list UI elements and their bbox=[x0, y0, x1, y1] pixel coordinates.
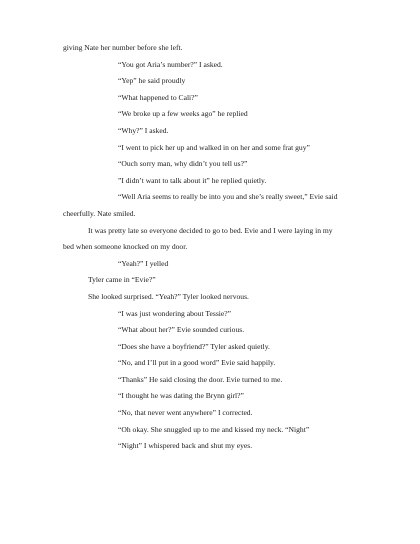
text-line: “Well Aria seems to really be into you and she’s really sweet,” Evie said bbox=[118, 192, 338, 202]
text-line: cheerfully. Nate smiled. bbox=[63, 208, 136, 218]
text-line: “We broke up a few weeks ago” he replied bbox=[118, 109, 248, 119]
text-line: “Yep” he said proudly bbox=[118, 76, 186, 86]
text-line: “You got Aria’s number?” I asked. bbox=[118, 59, 223, 69]
text-line: “No, that never went anywhere” I corrected. bbox=[118, 408, 253, 418]
text-line: She looked surprised. “Yeah?” Tyler looked nervous. bbox=[88, 291, 249, 301]
text-line: “What about her?” Evie sounded curious. bbox=[118, 325, 245, 335]
text-line: “I thought he was dating the Brynn girl?” bbox=[118, 391, 244, 401]
text-line: “Oh okay. She snuggled up to me and kissed my neck. “Night” bbox=[118, 424, 310, 434]
text-line: “Why?” I asked. bbox=[118, 125, 169, 135]
text-line: “I was just wondering about Tessie?” bbox=[118, 308, 231, 318]
text-line: “What happened to Cali?” bbox=[118, 92, 198, 102]
text-line: “I went to pick her up and walked in on her and some frat guy” bbox=[118, 142, 310, 152]
text-line: bed when someone knocked on my door. bbox=[63, 242, 188, 252]
text-line: “Yeah?” I yelled bbox=[118, 258, 169, 268]
text-line: ”I didn’t want to talk about it” he replied quietly. bbox=[118, 175, 267, 185]
text-line: giving Nate her number before she left. bbox=[63, 43, 183, 52]
text-line: “Does she have a boyfriend?” Tyler asked quietly. bbox=[118, 341, 270, 351]
text-line: “Thanks” He said closing the door. Evie turned to me. bbox=[118, 374, 283, 384]
text-line: “No, and I’ll put in a good word” Evie said happily. bbox=[118, 358, 276, 368]
text-line: It was pretty late so everyone decided to go to bed. Evie and I were laying in my bbox=[88, 225, 333, 235]
text-line: “Ouch sorry man, why didn’t you tell us?” bbox=[118, 159, 248, 169]
text-line: Tyler came in “Evie?” bbox=[88, 275, 156, 285]
text-line: “Night” I whispered back and shut my eyes. bbox=[118, 441, 253, 451]
body-text bbox=[63, 40, 368, 455]
